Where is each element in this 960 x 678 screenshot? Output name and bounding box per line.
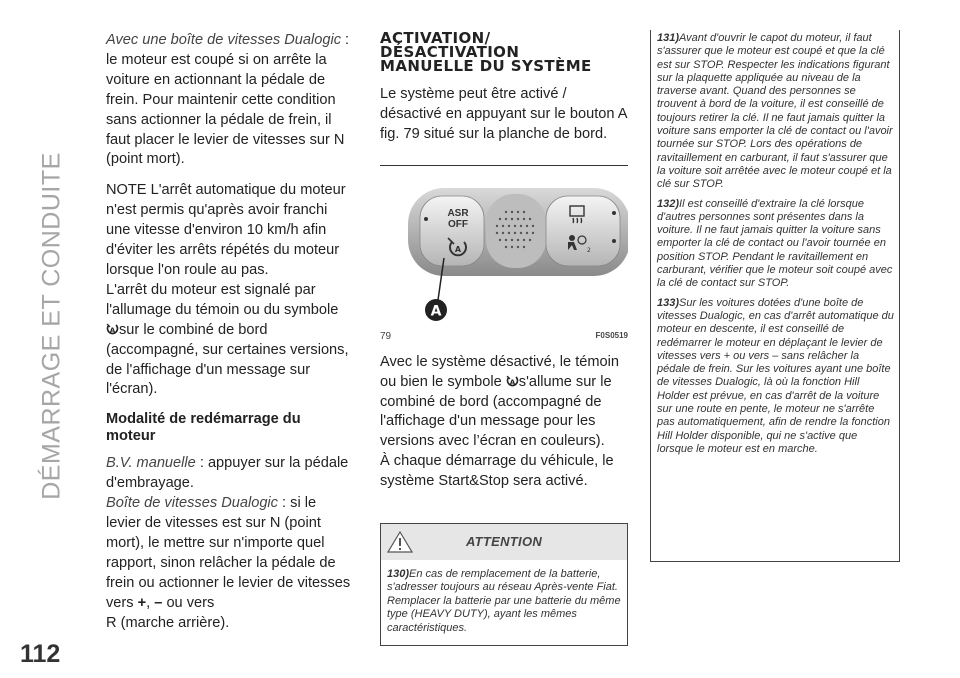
start-stop-symbol-icon	[506, 374, 519, 388]
note-paragraph: NOTE L'arrêt automatique du moteur n'est permis qu'après avoir franchi une vitesse d'environ 10 km/h afin d'éviter les arrêts répétés du moteur lorsque l'on roule au pas.	[106, 182, 346, 278]
activation-paragraph: Le système peut être activé / désactivé en appuyant sur le bouton A fig. 79 situé sur la planche de bord.	[380, 86, 627, 142]
svg-text:2: 2	[587, 246, 591, 254]
warning-box	[380, 523, 628, 646]
start-stop-symbol-icon	[106, 322, 119, 336]
asr-label-line1: ASR	[447, 207, 469, 219]
note-133: 133)Sur les voitures dotées d'une boîte de vitesses Dualogic, en cas d'arrêt automatique du moteur en descente, il est conseillé de redémarrer le moteur en déplaçant le levier de vitesses vers + ou vers – sans relâcher la pédale de frein. Sur les voitures ayant une boîte de vitesses Dualogic, là où la fonction Hill Holder est prévue, en cas d'arrêt de la voiture sur une route en pente, le moteur ne s'arrête pas automatiquement, afin de rendre la fonction Hill Holder disponible, qui ne s'active que lorsque le moteur est en marche.	[657, 296, 894, 455]
warning-header	[381, 524, 627, 560]
warning-title: ATTENTION	[465, 534, 543, 550]
svg-text:A: A	[109, 326, 116, 335]
activation-heading: ACTIVATION/ DÉSACTIVATION MANUELLE DU SYSTÈME	[380, 29, 592, 75]
signal-paragraph: L'arrêt du moteur est signalé par l'allumage du témoin ou du symbole A sur le combiné de bord (accompagné, sur certaines versions, de l'affichage d'un message sur l'écran).	[106, 281, 349, 398]
deactivated-paragraph: Avec le système désactivé, le témoin ou bien le symbole A s'allume sur le combiné de bord (accompagné de l'affichage d'un message pour les versions avec l’écran en couleurs).	[380, 353, 620, 450]
restart-heading: Modalité de redémarrage du moteur	[106, 411, 301, 445]
warning-body: 130)En cas de remplacement de la batterie, s'adresser toujours au réseau Après-vente Fiat. Remplacer la batterie par une batterie du même type (HEAVY DUTY), ayant les mêmes caractéristiques.	[387, 568, 621, 634]
dualogic-restart-paragraph: Boîte de vitesses Dualogic : si le levier de vitesses est sur N (point mort), le mettre sur n'importe quel rapport, sinon relâcher la pédale de frein ou actionner le levier de vitesses vers +, – ou vers R (marche arrière).	[106, 495, 351, 631]
start-paragraph: À chaque démarrage du véhicule, le système Start&Stop sera activé.	[380, 453, 614, 490]
note-131: 131)Avant d'ouvrir le capot du moteur, il faut s'assurer que le moteur est coupé et que la clé est sur STOP. Respecter les indications figurant sur la plaquette appliquée au niveau de la traverse avant. Quand des personnes se trouvent à bord de la voiture, il est conseillé de toujours retirer la clé. Il ne faut jamais quitter la voiture sans emporter la clé de contact ou l'avoir tournée sur STOP. Lors des opérations de ravitaillement en carburant, il faut s'assurer que la voiture soit arrêtée avec le moteur coupé et la clé sur STOP.	[657, 32, 893, 191]
note-132: 132)Il est conseillé d'extraire la clé lorsque d'autres personnes sont présentes dans la voiture. Il ne faut jamais quitter la voiture sans emporter la clé de contact ou l'avoir tournée en position STOP. Pendant le ravitaillement en carburant, vérifier que le moteur soit coupé avec la clé de contact sur STOP.	[657, 197, 893, 290]
page-number: 112	[20, 640, 61, 668]
dualogic-label: Avec une boîte de vitesses Dualogic	[106, 32, 341, 48]
dualogic-stop-paragraph: Avec une boîte de vitesses Dualogic : le moteur est coupé si on arrête la voiture en actionnant la pédale de frein. Pour maintenir cette condition sans actionner la pédale de frein, il faut placer le levier de vitesses sur N (point mort).	[106, 32, 350, 168]
figure-number: 79	[380, 330, 392, 342]
column-left	[106, 31, 354, 633]
figure-79	[380, 165, 628, 342]
asr-button-panel-illustration	[380, 166, 628, 326]
svg-text:A: A	[454, 244, 462, 254]
manual-gearbox-paragraph: B.V. manuelle : appuyer sur la pédale d'embrayage.	[106, 455, 349, 492]
column-middle	[380, 31, 628, 646]
asr-label-line2: OFF	[448, 218, 468, 230]
section-title-text: DÉMARRAGE ET CONDUITE	[37, 152, 66, 500]
callout-a-label: A	[430, 303, 442, 320]
svg-text:A: A	[509, 378, 515, 387]
notes-box	[650, 30, 900, 562]
figure-code: F0S0519	[595, 330, 628, 340]
